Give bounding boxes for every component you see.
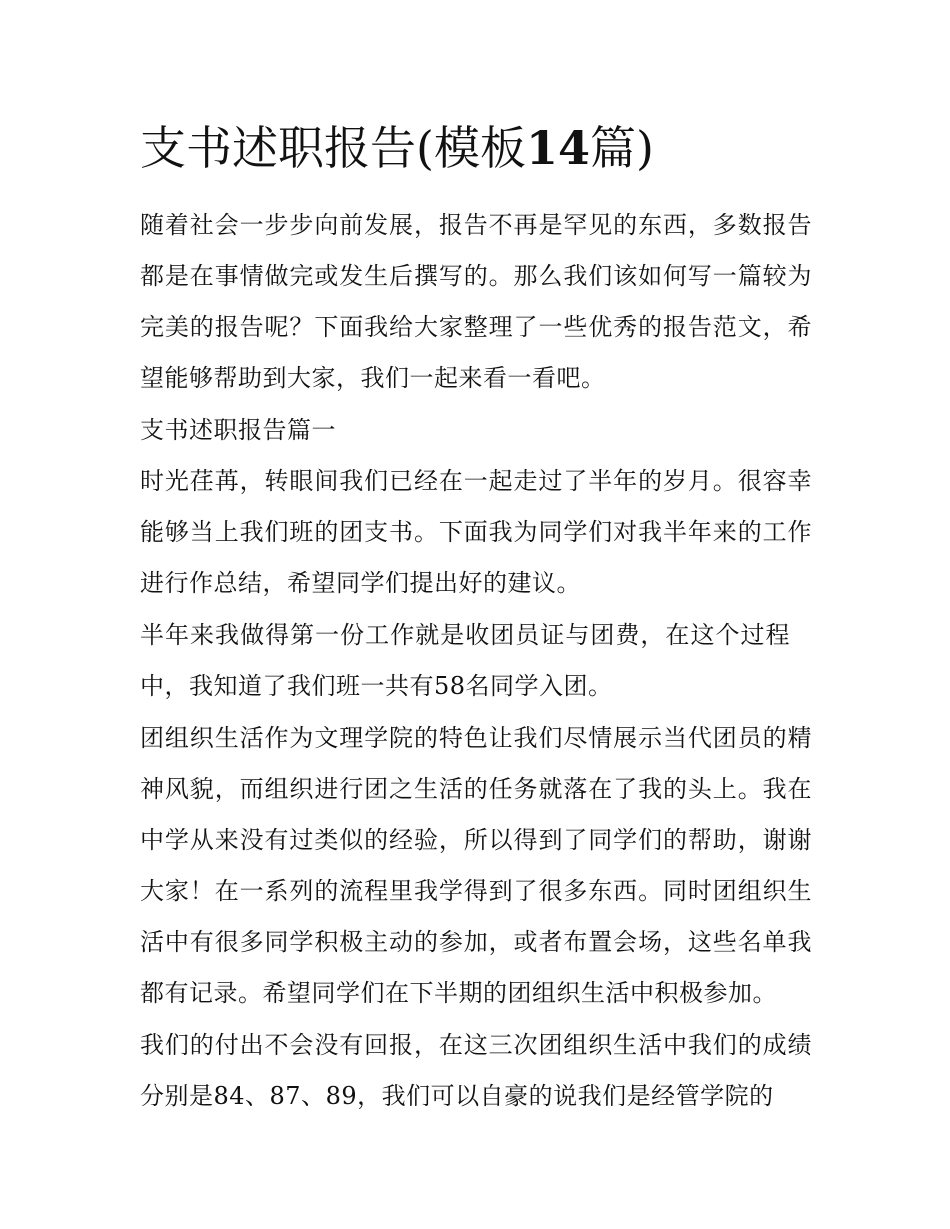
document-body xyxy=(140,200,812,1123)
section-heading: 支书述职报告篇一 xyxy=(140,416,336,444)
body-paragraph: 我们的付出不会没有回报，在这三次团组织生活中我们的成绩分别是84、87、89，我们可以自豪的说我们是经管学院的 xyxy=(140,1031,812,1110)
title-number: 14 xyxy=(525,121,590,175)
intro-paragraph: 随着社会一步步向前发展，报告不再是罕见的东西，多数报告都是在事情做完或发生后撰写的。那么我们该如何写一篇较为完美的报告呢？下面我给大家整理了一些优秀的报告范文，希望能够帮助到大家，我们一起来看一看吧。 xyxy=(140,211,812,392)
document-title xyxy=(140,118,840,178)
title-suffix: 篇) xyxy=(589,121,654,175)
body-paragraph: 时光荏苒，转眼间我们已经在一起走过了半年的岁月。很容幸能够当上我们班的团支书。下面我为同学们对我半年来的工作进行作总结，希望同学们提出好的建议。 xyxy=(140,467,812,597)
body-paragraph: 团组织生活作为文理学院的特色让我们尽情展示当代团员的精神风貌，而组织进行团之生活的任务就落在了我的头上。我在中学从来没有过类似的经验，所以得到了同学们的帮助，谢谢大家！在一系列的流程里我学得到了很多东西。同时团组织生活中有很多同学积极主动的参加，或者布置会场，这些名单我都有记录。希望同学们在下半期的团组织生活中积极参加。 xyxy=(140,724,812,1007)
body-paragraph: 半年来我做得第一份工作就是收团员证与团费，在这个过程中，我知道了我们班一共有58名同学入团。 xyxy=(140,621,790,700)
title-prefix: 支书述职报告(模板 xyxy=(140,121,526,175)
